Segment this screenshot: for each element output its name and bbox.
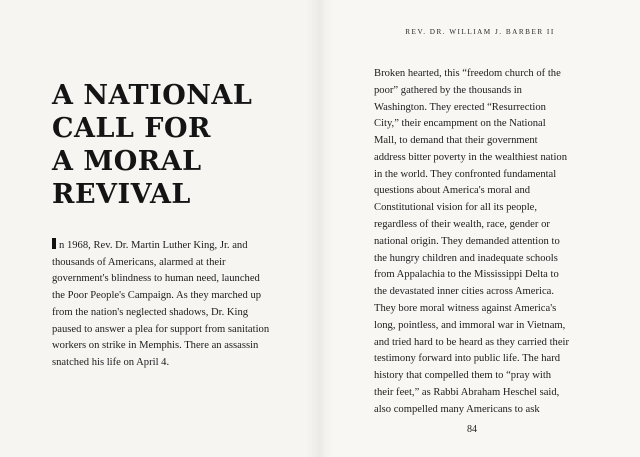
body-column-right bbox=[374, 66, 570, 418]
chapter-title-line: A NATIONAL bbox=[52, 80, 253, 112]
chapter-title-line: CALL FOR bbox=[52, 113, 211, 145]
drop-cap-rule bbox=[52, 238, 56, 249]
body-column-left bbox=[52, 238, 270, 372]
chapter-title-line: A MORAL bbox=[52, 145, 202, 177]
running-head: REV. DR. WILLIAM J. BARBER II bbox=[405, 28, 555, 36]
page-title bbox=[52, 80, 292, 212]
body-paragraph-right: Broken hearted, this “freedom church of the poor” gathered by the thousands in Washington. They erected “Resurrection City,” their encampment on the National Mall, to demand that their government address bitter poverty in the wealthiest nation in the world. They confronted fundamental questions about America's moral and Constitutional vision for all its people, regardless of their wealth, race, gender or national origin. They demanded attention to the hungry children and inadequate schools from Appalachia to the Mississippi Delta to the devastated inner cities across America. They bore moral witness against America's long, pointless, and immoral war in Vietnam, and tried hard to be heard as they carried their testimony forward into public life. The hard history that compelled them to “pray with their feet,” as Rabbi Abraham Heschel said, also compelled many Americans to ask bbox=[374, 68, 570, 415]
body-paragraph-left bbox=[52, 238, 270, 372]
drop-cap-letter: n bbox=[59, 240, 65, 251]
page-number: 84 bbox=[467, 424, 477, 435]
body-text: 1968, Rev. Dr. Martin Luther King, Jr. and thousands of Americans, alarmed at their government's blindness to human need, launched the Poor People's Campaign. As they marched up from the nation's neglected shadows, Dr. King paused to answer a plea for support from sanitation workers on strike in Memphis. There an assassin snatched his life on April 4. bbox=[52, 240, 270, 369]
chapter-title-line: REVIVAL bbox=[52, 178, 191, 210]
